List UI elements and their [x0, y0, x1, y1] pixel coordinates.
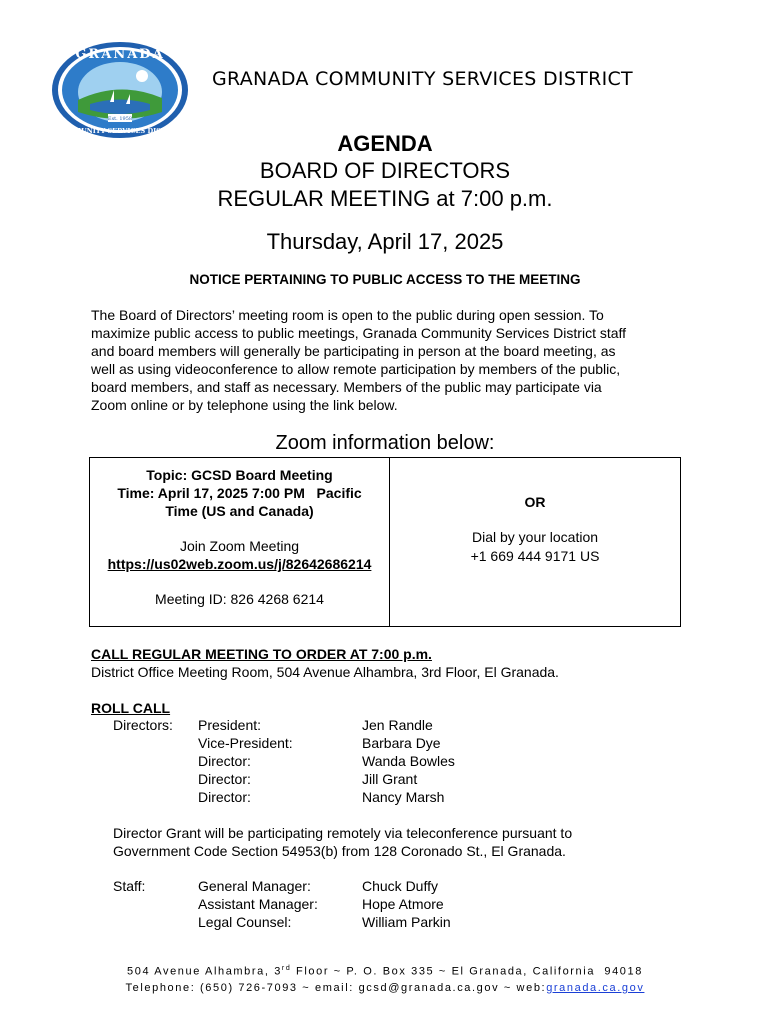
- director-role: Director:: [198, 771, 251, 787]
- zoom-join-label: Join Zoom Meeting: [179, 538, 300, 554]
- zoom-time-line1: Time: April 17, 2025 7:00 PM Pacific: [117, 485, 362, 501]
- zoom-time-line2: Time (US and Canada): [165, 503, 314, 519]
- meeting-date: Thursday, April 17, 2025: [266, 229, 504, 254]
- call-to-order-heading: CALL REGULAR MEETING TO ORDER AT 7:00 p.m.: [91, 646, 432, 662]
- website-link[interactable]: granada.ca.gov: [546, 981, 645, 994]
- or-label: OR: [524, 494, 546, 510]
- director-name: Jen Randle: [362, 717, 433, 733]
- meeting-location: District Office Meeting Room, 504 Avenue Alhambra, 3rd Floor, El Granada.: [91, 664, 559, 680]
- staff-name: Hope Atmore: [362, 896, 444, 912]
- notice-line: maximize public access to public meetings, Granada Community Services District staff: [91, 325, 627, 341]
- svg-text:Est. 1958: Est. 1958: [107, 116, 133, 122]
- director-name: Wanda Bowles: [362, 753, 455, 769]
- notice-heading: NOTICE PERTAINING TO PUBLIC ACCESS TO THE MEETING: [189, 272, 581, 287]
- staff-role: General Manager:: [198, 878, 311, 894]
- board-title: BOARD OF DIRECTORS: [259, 158, 511, 183]
- director-role: Vice-President:: [198, 735, 293, 751]
- roll-call-heading: ROLL CALL: [91, 700, 171, 716]
- notice-body: [91, 306, 691, 414]
- agenda-title: AGENDA: [337, 131, 433, 156]
- staff-role: Assistant Manager:: [198, 896, 318, 912]
- directors-label: Directors:: [113, 717, 173, 733]
- zoom-join-link[interactable]: https://us02web.zoom.us/j/82642686214: [107, 556, 372, 572]
- district-name: GRANADA COMMUNITY SERVICES DISTRICT: [212, 68, 633, 90]
- remote-note-line2: Government Code Section 54953(b) from 128 Coronado St., El Granada.: [113, 843, 566, 859]
- zoom-meeting-id: Meeting ID: 826 4268 6214: [155, 591, 324, 607]
- director-role: Director:: [198, 753, 251, 769]
- staff-name: William Parkin: [362, 914, 451, 930]
- notice-line: board members, and staff as necessary. Members of the public may participate via: [91, 379, 602, 395]
- zoom-left-cell: [90, 466, 389, 608]
- dial-label: Dial by your location: [471, 529, 599, 545]
- notice-line: and board members will generally be participating in person at the board meeting, as: [91, 343, 616, 359]
- svg-text:COMMUNITY SERVICES DISTRICT: COMMUNITY SERVICES DISTRICT: [55, 127, 185, 135]
- director-role: Director:: [198, 789, 251, 805]
- staff-name: Chuck Duffy: [362, 878, 438, 894]
- remote-note-line1: Director Grant will be participating remotely via teleconference pursuant to: [113, 825, 573, 841]
- director-name: Jill Grant: [362, 771, 418, 787]
- notice-line: well as using videoconference to allow remote participation by members of the public,: [91, 361, 621, 377]
- footer-address: 504 Avenue Alhambra, 3rd Floor ~ P. O. Box 335 ~ El Granada, California 94018: [127, 965, 643, 978]
- footer: [0, 961, 770, 996]
- svg-text:GRANADA: GRANADA: [75, 47, 165, 62]
- director-name: Nancy Marsh: [362, 789, 445, 805]
- notice-line: The Board of Directors’ meeting room is open to the public during open session. To: [91, 307, 604, 323]
- meeting-title: REGULAR MEETING at 7:00 p.m.: [217, 186, 553, 211]
- footer-contact: Telephone: (650) 726-7093 ~ email: gcsd@granada.ca.gov ~ web:granada.ca.gov: [125, 981, 645, 994]
- zoom-info-table: [89, 457, 681, 627]
- district-logo: [50, 40, 190, 140]
- director-name: Barbara Dye: [362, 735, 441, 751]
- staff-role: Legal Counsel:: [198, 914, 292, 930]
- notice-line: Zoom online or by telephone using the link below.: [91, 397, 398, 413]
- staff-label: Staff:: [113, 878, 146, 894]
- zoom-topic: Topic: GCSD Board Meeting: [146, 467, 333, 483]
- zoom-heading: Zoom information below:: [275, 432, 495, 454]
- dial-number: +1 669 444 9171 US: [470, 548, 600, 564]
- director-role: President:: [198, 717, 262, 733]
